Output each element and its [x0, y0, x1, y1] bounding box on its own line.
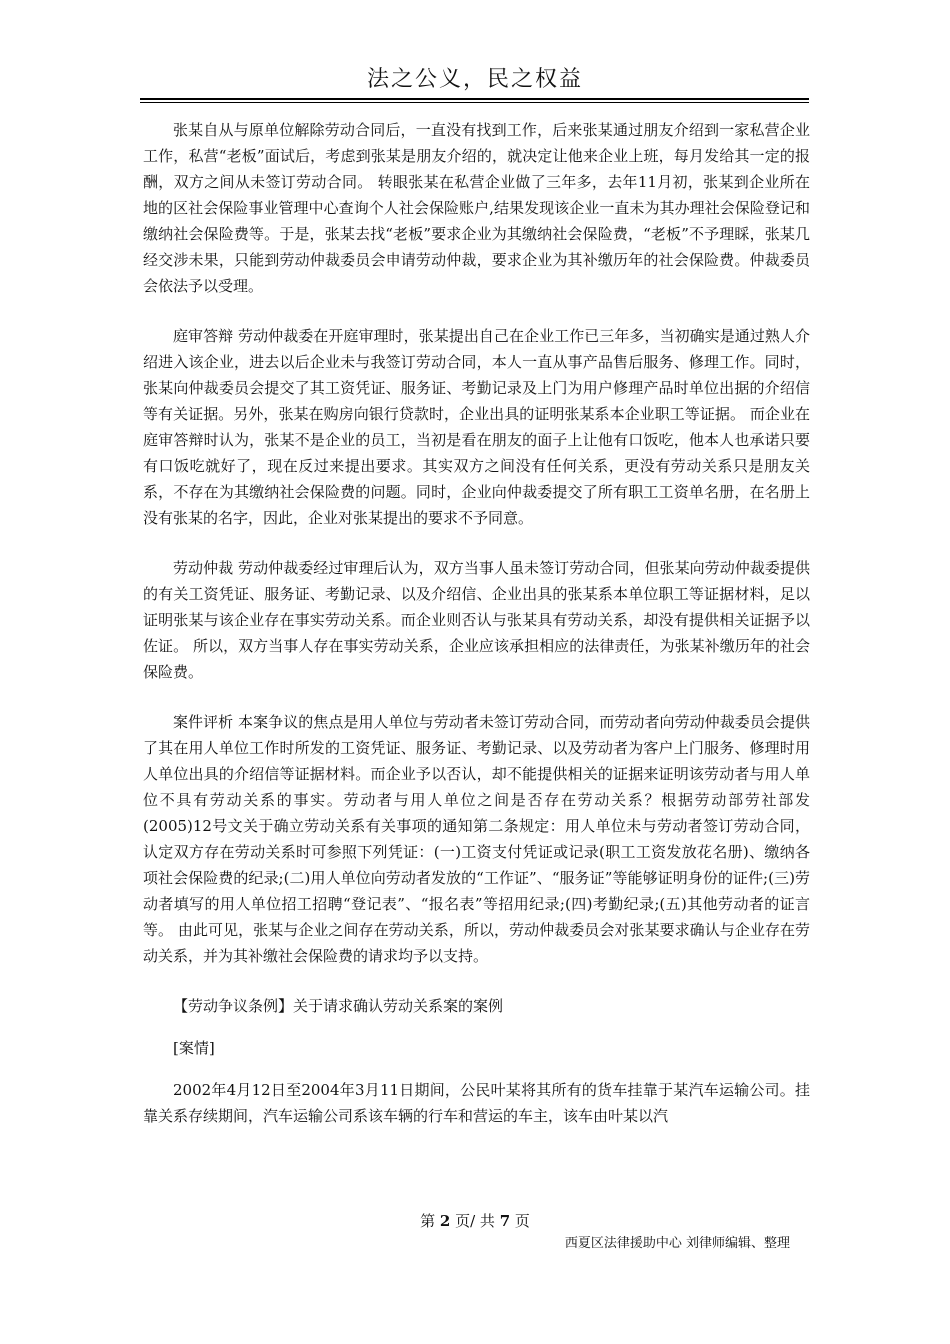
- section-heading-case-example: 【劳动争议条例】关于请求确认劳动关系案的案例: [173, 997, 504, 1015]
- paragraph-case-analysis: 案件评析 本案争议的焦点是用人单位与劳动者未签订劳动合同，而劳动者向劳动仲裁委员会提供了其在用人单位工作时所发的工资凭证、服务证、考勤记录、以及劳动者为客户上门服务、修理时用人单位出具的介绍信等证据材料。而企业予以否认，却不能提供相关的证据来证明该劳动者与用人单位不具有劳动关系的事实。劳动者与用人单位之间是否存在劳动关系？根据劳动部劳社部发(2005)12号文关于确立劳动关系有关事项的通知第二条规定：用人单位未与劳动者签订劳动合同，认定双方存在劳动关系时可参照下列凭证：(一)工资支付凭证或记录(职工工资发放花名册)、缴纳各项社会保险费的纪录;(二)用人单位向劳动者发放的“工作证”、“服务证”等能够证明身份的证件;(三)劳动者填写的用人单位招工招聘“登记表”、“报名表”等招用纪录;(四)考勤纪录;(五)其他劳动者的证言等。 由此可见，张某与企业之间存在劳动关系，所以，劳动仲裁委员会对张某要求确认与企业存在劳动关系，并为其补缴社会保险费的请求均予以支持。: [143, 713, 810, 965]
- paragraph-case-background: 张某自从与原单位解除劳动合同后，一直没有找到工作，后来张某通过朋友介绍到一家私营企业工作，私营“老板”面试后，考虑到张某是朋友介绍的，就决定让他来企业上班，每月发给其一定的报酬，双方之间从未签订劳动合同。 转眼张某在私营企业做了三年多，去年11月初，张某到企业所在地的区社会保险事业管理中心查询个人社会保险账户,结果发现该企业一直未为其办理社会保险登记和缴纳社会保险费等。于是，张某去找“老板”要求企业为其缴纳社会保险费，“老板”不予理睬，张某几经交涉未果，只能到劳动仲裁委员会申请劳动仲裁，要求企业为其补缴历年的社会保险费。仲裁委员会依法予以受理。: [143, 121, 810, 295]
- page-number: [0, 1210, 950, 1231]
- paragraph-arbitration: 劳动仲裁 劳动仲裁委经过审理后认为，双方当事人虽未签订劳动合同，但张某向劳动仲裁委提供的有关工资凭证、服务证、考勤记录、以及介绍信、企业出具的张某系本单位职工等证据材料，足以证明张某与该企业存在事实劳动关系。而企业则否认与张某具有劳动关系，却没有提供相关证据予以佐证。 所以，双方当事人存在事实劳动关系，企业应该承担相应的法律责任，为张某补缴历年的社会保险费。: [143, 559, 810, 681]
- page-mid: 页/ 共: [455, 1212, 495, 1230]
- paragraph-hearing-defense: 庭审答辩 劳动仲裁委在开庭审理时，张某提出自己在企业工作已三年多，当初确实是通过熟人介绍进入该企业，进去以后企业未与我签订劳动合同，本人一直从事产品售后服务、修理工作。同时，张某向仲裁委员会提交了其工资凭证、服务证、考勤记录及上门为用户修理产品时单位出据的介绍信等有关证据。另外，张某在购房向银行贷款时，企业出具的证明张某系本企业职工等证据。 而企业在庭审答辩时认为，张某不是企业的员工，当初是看在朋友的面子上让他有口饭吃，他本人也承诺只要有口饭吃就好了，现在反过来提出要求。其实双方之间没有任何关系，更没有劳动关系只是朋友关系，不存在为其缴纳社会保险费的问题。同时，企业向仲裁委提交了所有职工工资单名册，在名册上没有张某的名字，因此，企业对张某提出的要求不予同意。: [143, 327, 810, 527]
- page-current: 2: [439, 1212, 451, 1230]
- paragraph-case-facts: 2002年4月12日至2004年3月11日期间，公民叶某将其所有的货车挂靠于某汽车运输公司。挂靠关系存续期间，汽车运输公司系该车辆的行车和营运的车主，该车由叶某以汽: [143, 1081, 810, 1125]
- page-header-title: 法之公义，民之权益: [366, 67, 583, 92]
- page-suffix: 页: [514, 1212, 530, 1230]
- section-label-case-facts: [案情]: [173, 1039, 215, 1057]
- header-divider: [140, 98, 809, 100]
- page-total: 7: [499, 1212, 511, 1230]
- page-prefix: 第: [420, 1212, 436, 1230]
- document-body: [143, 117, 810, 1153]
- footer-credit: 西夏区法律援助中心 刘律师编辑、整理: [564, 1236, 790, 1251]
